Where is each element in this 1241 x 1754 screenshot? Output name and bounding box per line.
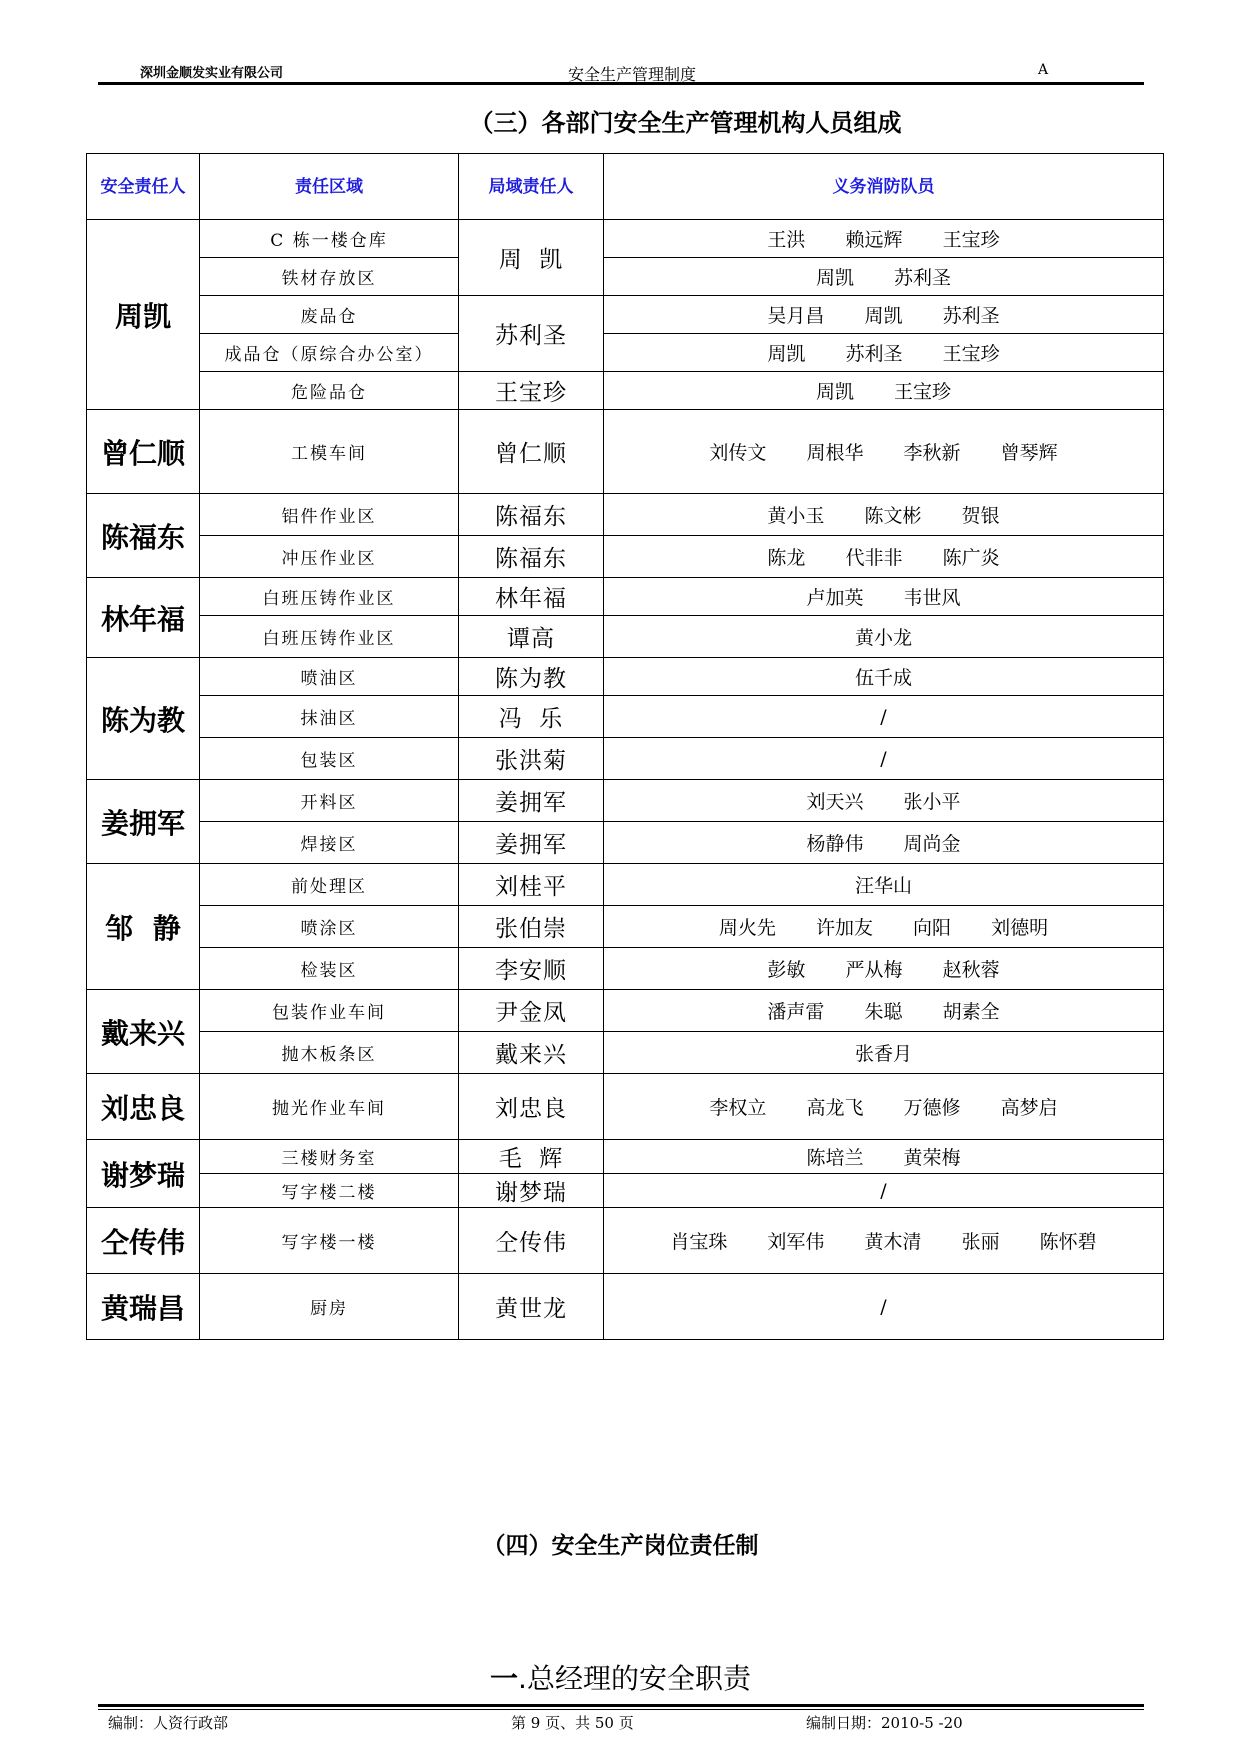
- table-row: [87, 990, 1164, 1032]
- section-4-title: （四）安全生产岗位责任制: [482, 1533, 759, 1559]
- header-firefighters: 义务消防队员: [604, 154, 1164, 220]
- local-responsible-cell: 尹金凤: [459, 990, 604, 1032]
- responsible-person-cell: 邹 静: [87, 864, 200, 990]
- area-cell: 抛木板条区: [200, 1032, 459, 1074]
- firefighters-cell: 周凯 苏利圣: [604, 258, 1164, 296]
- firefighters-cell: 李权立 高龙飞 万德修 高梦启: [604, 1074, 1164, 1140]
- responsible-person-cell: 黄瑞昌: [87, 1274, 200, 1340]
- local-responsible-cell: 谭高: [459, 616, 604, 658]
- footer-date: 编制日期：2010-5 -20: [806, 1714, 963, 1732]
- firefighters-cell: 周凯 王宝珍: [604, 372, 1164, 410]
- area-cell: 检装区: [200, 948, 459, 990]
- responsible-person-cell: 曾仁顺: [87, 410, 200, 494]
- table-row: [87, 780, 1164, 822]
- table-row: [87, 1174, 1164, 1208]
- responsible-person-cell: 陈为教: [87, 658, 200, 780]
- area-cell: 写字楼一楼: [200, 1208, 459, 1274]
- header-rule: [98, 82, 1144, 85]
- local-responsible-cell: 刘忠良: [459, 1074, 604, 1140]
- local-responsible-cell: 仝传伟: [459, 1208, 604, 1274]
- area-cell: 包装区: [200, 738, 459, 780]
- area-cell: 冲压作业区: [200, 536, 459, 578]
- firefighters-cell: /: [604, 1274, 1164, 1340]
- area-cell: 写字楼二楼: [200, 1174, 459, 1208]
- area-cell: 白班压铸作业区: [200, 616, 459, 658]
- section-3-title: （三）各部门安全生产管理机构人员组成: [469, 109, 902, 137]
- table-row: [87, 864, 1164, 906]
- local-responsible-cell: 王宝珍: [459, 372, 604, 410]
- company-name: 深圳金顺发实业有限公司: [140, 66, 284, 81]
- local-responsible-cell: 毛 辉: [459, 1140, 604, 1174]
- local-responsible-cell: 谢梦瑞: [459, 1174, 604, 1208]
- table-row: [87, 296, 1164, 334]
- area-cell: 工模车间: [200, 410, 459, 494]
- header-area: 责任区域: [200, 154, 459, 220]
- footer-page-number: 第 9 页、共 50 页: [511, 1714, 634, 1732]
- table-row: [87, 1208, 1164, 1274]
- area-cell: 抛光作业车间: [200, 1074, 459, 1140]
- table-row: [87, 948, 1164, 990]
- table-row: [87, 906, 1164, 948]
- section-5-text: .总经理的安全职责: [518, 1662, 751, 1695]
- area-cell: 喷涂区: [200, 906, 459, 948]
- firefighters-cell: 肖宝珠 刘军伟 黄木清 张丽 陈怀碧: [604, 1208, 1164, 1274]
- header-responsible: 安全责任人: [87, 154, 200, 220]
- document-title: 安全生产管理制度: [568, 65, 697, 84]
- local-responsible-cell: 陈福东: [459, 494, 604, 536]
- local-responsible-cell: 苏利圣: [459, 296, 604, 372]
- table-row: [87, 822, 1164, 864]
- firefighters-cell: 伍千成: [604, 658, 1164, 696]
- local-responsible-cell: 李安顺: [459, 948, 604, 990]
- firefighters-cell: 黄小龙: [604, 616, 1164, 658]
- area-cell: 前处理区: [200, 864, 459, 906]
- local-responsible-cell: 林年福: [459, 578, 604, 616]
- firefighters-cell: 刘传文 周根华 李秋新 曾琴辉: [604, 410, 1164, 494]
- area-cell: 白班压铸作业区: [200, 578, 459, 616]
- local-responsible-cell: 陈福东: [459, 536, 604, 578]
- local-responsible-cell: 刘桂平: [459, 864, 604, 906]
- section-5-number: 一: [490, 1662, 519, 1695]
- responsible-person-cell: 仝传伟: [87, 1208, 200, 1274]
- header-local: 局域责任人: [459, 154, 604, 220]
- area-cell: 喷油区: [200, 658, 459, 696]
- firefighters-cell: 陈龙 代非非 陈广炎: [604, 536, 1164, 578]
- table-row: [87, 696, 1164, 738]
- table-body: [87, 220, 1164, 1340]
- area-cell: 废品仓: [200, 296, 459, 334]
- area-cell: 铁材存放区: [200, 258, 459, 296]
- table-row: [87, 536, 1164, 578]
- page-header: [98, 58, 1144, 84]
- local-responsible-cell: 戴来兴: [459, 1032, 604, 1074]
- firefighters-cell: /: [604, 1174, 1164, 1208]
- table-row: [87, 578, 1164, 616]
- local-responsible-cell: 张洪菊: [459, 738, 604, 780]
- responsible-person-cell: 戴来兴: [87, 990, 200, 1074]
- document-version: A: [1038, 62, 1049, 78]
- table-row: [87, 1074, 1164, 1140]
- table-row: [87, 372, 1164, 410]
- firefighters-cell: 陈培兰 黄荣梅: [604, 1140, 1164, 1174]
- area-cell: 包装作业车间: [200, 990, 459, 1032]
- firefighters-cell: 彭敏 严从梅 赵秋蓉: [604, 948, 1164, 990]
- area-cell: C 栋一楼仓库: [200, 220, 459, 258]
- local-responsible-cell: 黄世龙: [459, 1274, 604, 1340]
- table-row: [87, 1032, 1164, 1074]
- responsible-person-cell: 陈福东: [87, 494, 200, 578]
- firefighters-cell: 张香月: [604, 1032, 1164, 1074]
- footer-rule-thick: [98, 1704, 1144, 1707]
- responsible-person-cell: 林年福: [87, 578, 200, 658]
- table-row: [87, 738, 1164, 780]
- firefighters-cell: 吴月昌 周凯 苏利圣: [604, 296, 1164, 334]
- table-row: [87, 616, 1164, 658]
- area-cell: 厨房: [200, 1274, 459, 1340]
- table-row: [87, 494, 1164, 536]
- area-cell: 成品仓（原综合办公室）: [200, 334, 459, 372]
- table-row: [87, 258, 1164, 296]
- firefighters-cell: 杨静伟 周尚金: [604, 822, 1164, 864]
- firefighters-cell: 周火先 许加友 向阳 刘德明: [604, 906, 1164, 948]
- table-row: [87, 410, 1164, 494]
- firefighters-cell: 黄小玉 陈文彬 贺银: [604, 494, 1164, 536]
- area-cell: 危险品仓: [200, 372, 459, 410]
- responsible-person-cell: 谢梦瑞: [87, 1140, 200, 1208]
- responsible-person-cell: 周凯: [87, 220, 200, 410]
- area-cell: 抹油区: [200, 696, 459, 738]
- local-responsible-cell: 姜拥军: [459, 822, 604, 864]
- local-responsible-cell: 陈为教: [459, 658, 604, 696]
- local-responsible-cell: 张伯崇: [459, 906, 604, 948]
- footer-prepared-by: 编制：人资行政部: [108, 1714, 229, 1732]
- safety-organization-table: [86, 153, 1164, 1340]
- table-row: [87, 334, 1164, 372]
- responsible-person-cell: 姜拥军: [87, 780, 200, 864]
- responsible-person-cell: 刘忠良: [87, 1074, 200, 1140]
- area-cell: 焊接区: [200, 822, 459, 864]
- table-header-row: [87, 154, 1164, 220]
- firefighters-cell: /: [604, 696, 1164, 738]
- firefighters-cell: 潘声雷 朱聪 胡素全: [604, 990, 1164, 1032]
- firefighters-cell: /: [604, 738, 1164, 780]
- footer-rule-thin: [98, 1709, 1144, 1710]
- local-responsible-cell: 周 凯: [459, 220, 604, 296]
- firefighters-cell: 王洪 赖远辉 王宝珍: [604, 220, 1164, 258]
- area-cell: 开料区: [200, 780, 459, 822]
- section-5-title: [0, 1657, 1241, 1697]
- firefighters-cell: 汪华山: [604, 864, 1164, 906]
- local-responsible-cell: 姜拥军: [459, 780, 604, 822]
- local-responsible-cell: 冯 乐: [459, 696, 604, 738]
- table-row: [87, 220, 1164, 258]
- firefighters-cell: 刘天兴 张小平: [604, 780, 1164, 822]
- area-cell: 铝件作业区: [200, 494, 459, 536]
- table-row: [87, 658, 1164, 696]
- local-responsible-cell: 曾仁顺: [459, 410, 604, 494]
- table-row: [87, 1140, 1164, 1174]
- firefighters-cell: 卢加英 韦世风: [604, 578, 1164, 616]
- area-cell: 三楼财务室: [200, 1140, 459, 1174]
- firefighters-cell: 周凯 苏利圣 王宝珍: [604, 334, 1164, 372]
- table-row: [87, 1274, 1164, 1340]
